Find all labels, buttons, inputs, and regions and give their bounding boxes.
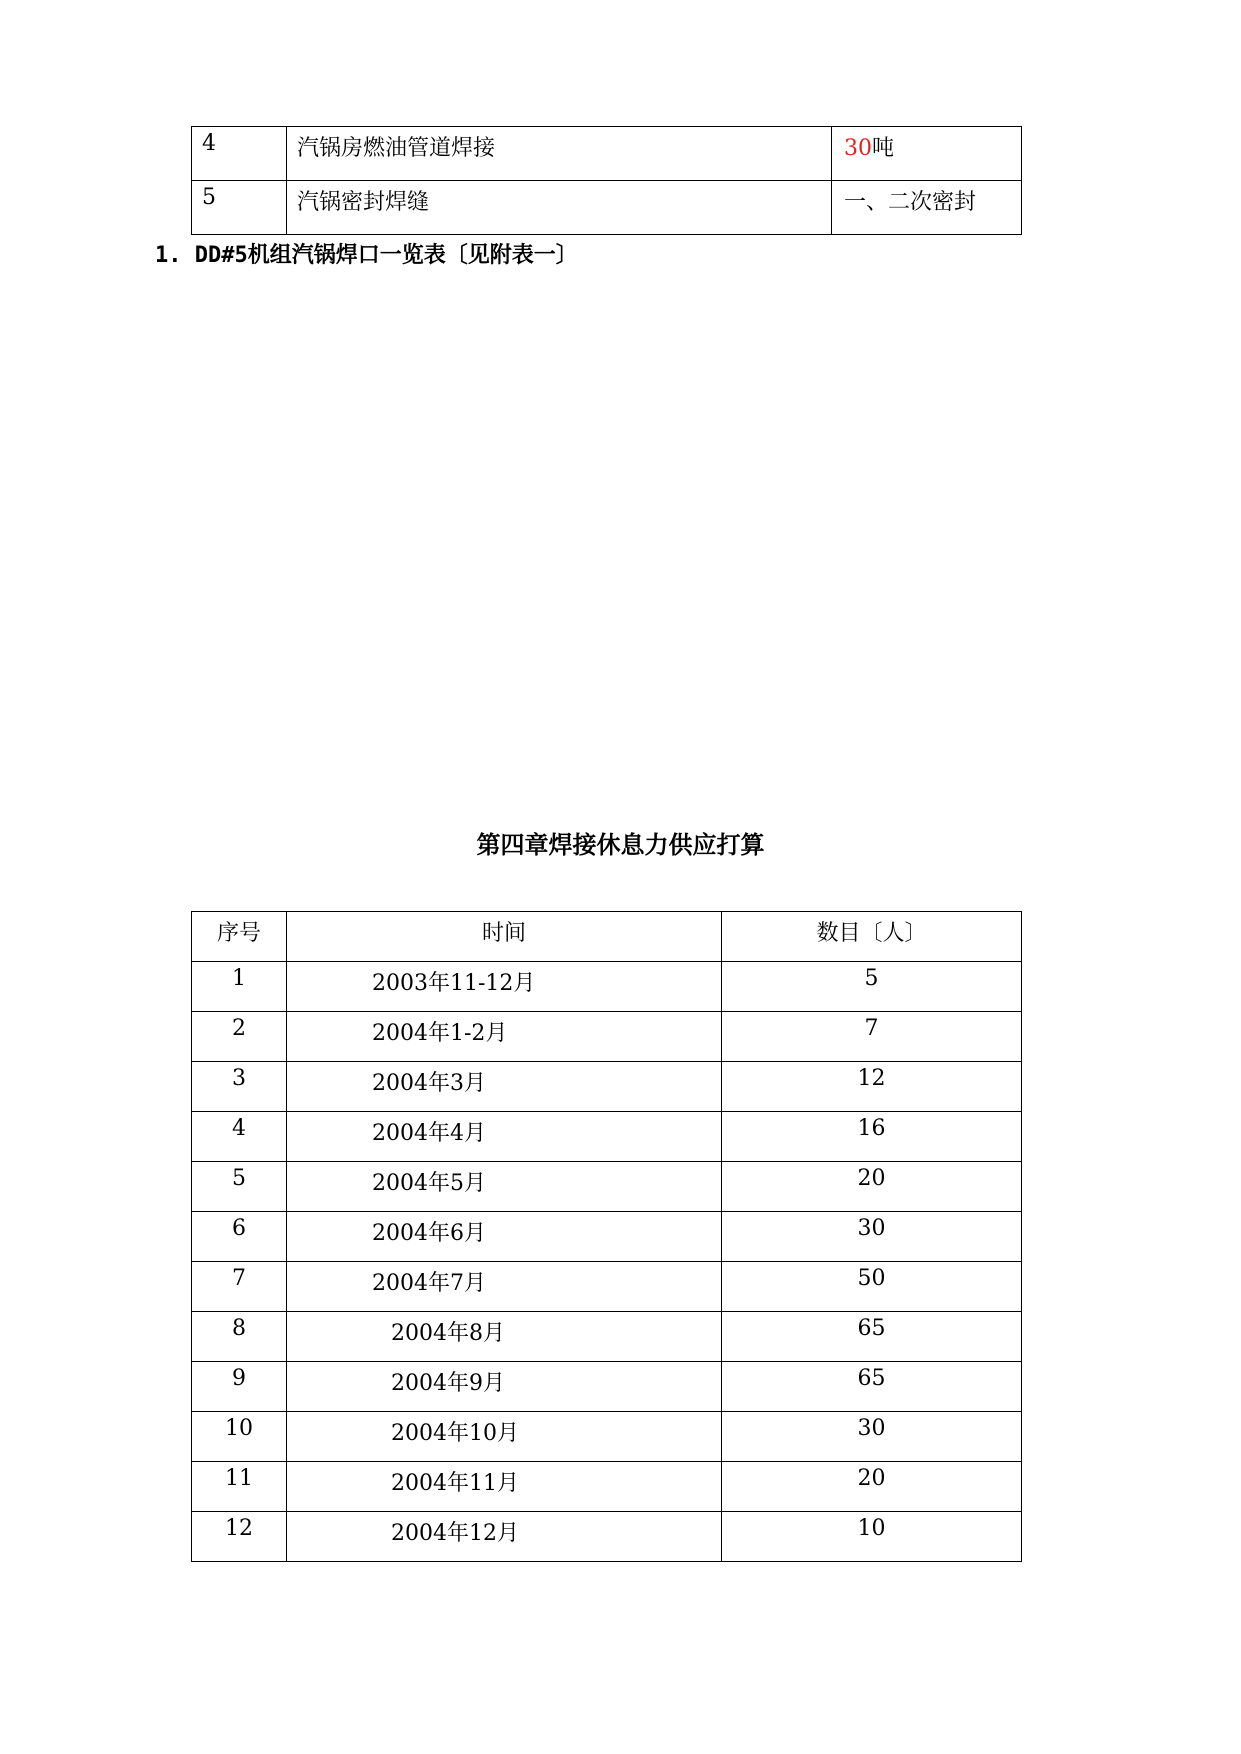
- row-number: 9: [192, 1362, 287, 1412]
- row-number: 12: [192, 1512, 287, 1562]
- table-row: [192, 1462, 1022, 1512]
- row-time: 2004年5月: [287, 1162, 722, 1212]
- table-row: [192, 1412, 1022, 1462]
- row-count: 12: [722, 1062, 1022, 1112]
- row-count: 50: [722, 1262, 1022, 1312]
- row-number: 4: [192, 1112, 287, 1162]
- table-row: [192, 962, 1022, 1012]
- quantity-number: 30: [844, 136, 872, 161]
- table-row: [192, 1012, 1022, 1062]
- row-count: 5: [722, 962, 1022, 1012]
- item-quantity: 一、二次密封: [832, 181, 1022, 235]
- row-count: 7: [722, 1012, 1022, 1062]
- table-row: [192, 1362, 1022, 1412]
- row-time: 2004年3月: [287, 1062, 722, 1112]
- row-count: 20: [722, 1162, 1022, 1212]
- header-count: 数目〔人〕: [722, 912, 1022, 962]
- table-row: [192, 127, 1022, 181]
- table-row: [192, 1212, 1022, 1262]
- row-number: 11: [192, 1462, 287, 1512]
- row-count: 16: [722, 1112, 1022, 1162]
- quantity-unit: 吨: [872, 136, 895, 161]
- row-time: 2003年11-12月: [287, 962, 722, 1012]
- item-name: 汽锅密封焊缝: [287, 181, 832, 235]
- table-header-row: [192, 912, 1022, 962]
- row-number: 4: [192, 127, 287, 181]
- chapter-title: 第四章焊接休息力供应打算: [476, 831, 765, 859]
- row-count: 20: [722, 1462, 1022, 1512]
- header-time: 时间: [287, 912, 722, 962]
- row-time: 2004年9月: [287, 1362, 722, 1412]
- row-time: 2004年1-2月: [287, 1012, 722, 1062]
- row-number: 8: [192, 1312, 287, 1362]
- row-count: 10: [722, 1512, 1022, 1562]
- header-number: 序号: [192, 912, 287, 962]
- row-time: 2004年7月: [287, 1262, 722, 1312]
- row-count: 65: [722, 1312, 1022, 1362]
- row-time: 2004年11月: [287, 1462, 722, 1512]
- row-time: 2004年10月: [287, 1412, 722, 1462]
- item-quantity: [832, 127, 1022, 181]
- row-count: 30: [722, 1412, 1022, 1462]
- row-number: 10: [192, 1412, 287, 1462]
- table-row: [192, 1312, 1022, 1362]
- table-row: [192, 1112, 1022, 1162]
- item-name: 汽锅房燃油管道焊接: [287, 127, 832, 181]
- row-time: 2004年6月: [287, 1212, 722, 1262]
- table-row: [192, 181, 1022, 235]
- row-number: 7: [192, 1262, 287, 1312]
- row-number: 6: [192, 1212, 287, 1262]
- row-count: 65: [722, 1362, 1022, 1412]
- staff-supply-table: [191, 911, 1022, 1562]
- table-row: [192, 1512, 1022, 1562]
- row-number: 2: [192, 1012, 287, 1062]
- table-row: [192, 1062, 1022, 1112]
- row-time: 2004年4月: [287, 1112, 722, 1162]
- table-row: [192, 1262, 1022, 1312]
- row-number: 3: [192, 1062, 287, 1112]
- row-time: 2004年8月: [287, 1312, 722, 1362]
- section-heading: 1. DD#5机组汽锅焊口一览表〔见附表一〕: [155, 243, 578, 268]
- row-time: 2004年12月: [287, 1512, 722, 1562]
- table-row: [192, 1162, 1022, 1212]
- row-number: 1: [192, 962, 287, 1012]
- row-number: 5: [192, 1162, 287, 1212]
- row-count: 30: [722, 1212, 1022, 1262]
- welding-items-table: [191, 126, 1022, 235]
- row-number: 5: [192, 181, 287, 235]
